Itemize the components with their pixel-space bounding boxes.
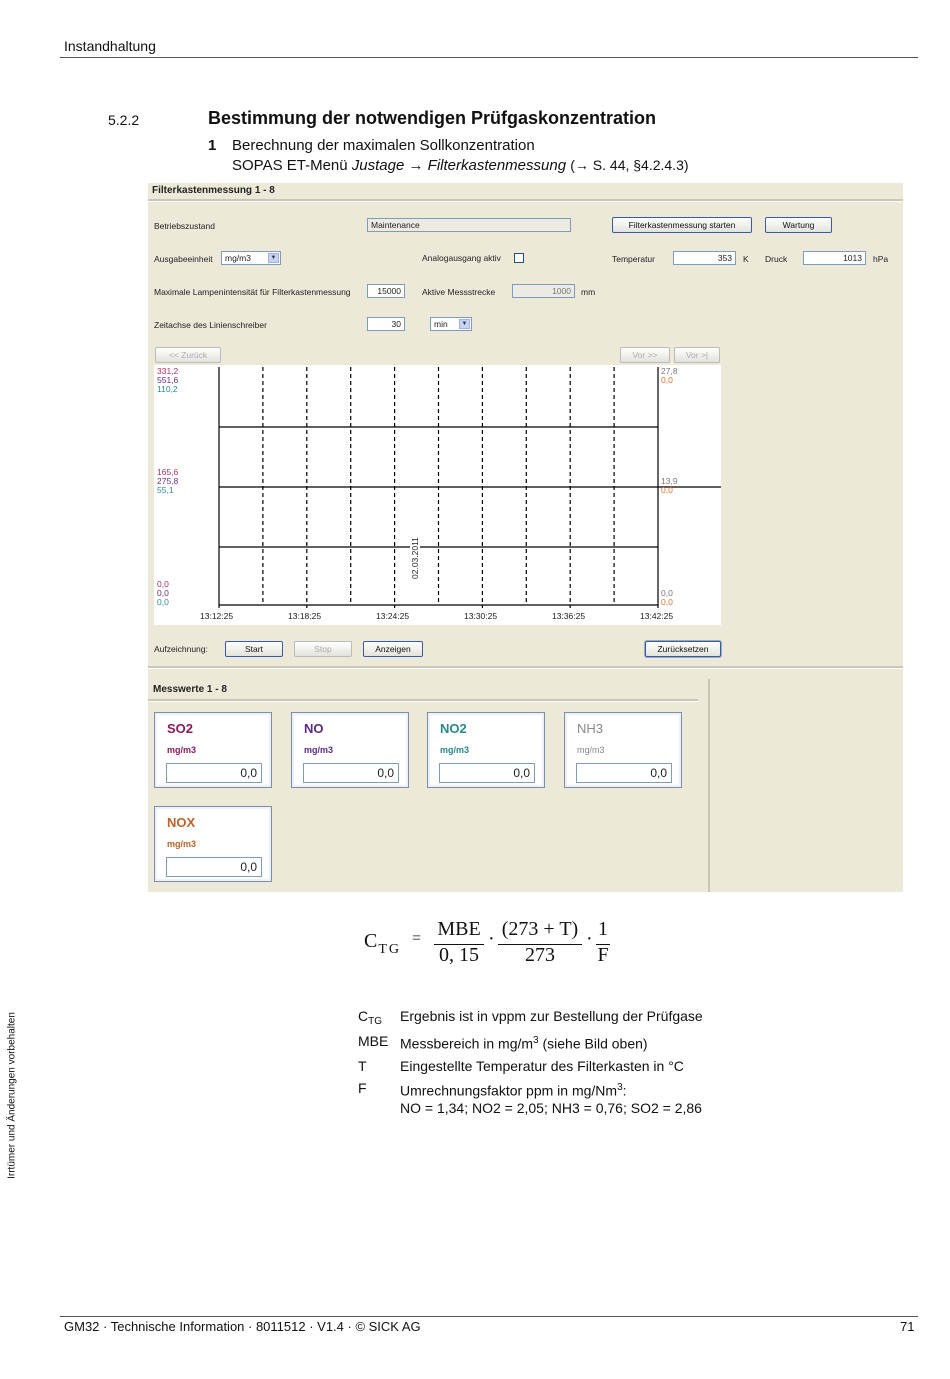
record-show-button[interactable]: Anzeigen [363, 641, 423, 657]
x-tick: 13:30:25 [464, 611, 498, 621]
right-mid-labels [661, 477, 678, 495]
line-chart [154, 365, 721, 625]
chart-grid [154, 365, 721, 625]
right-top-labels [661, 367, 678, 385]
screen-title: Filterkastenmessung 1 - 8 [152, 185, 275, 196]
gas-name: SO2 [167, 721, 194, 736]
legend-row [358, 1055, 703, 1077]
formula-f1-den: 0, 15 [439, 944, 479, 966]
messstrecke-label: Aktive Messstrecke [422, 287, 496, 297]
y-label: 0,0 [157, 597, 169, 607]
x-tick: 13:18:25 [288, 611, 322, 621]
temperatur-unit: K [743, 254, 749, 264]
druck-unit: hPa [873, 254, 889, 264]
formula-dot: · [586, 928, 593, 950]
sidebar-note: Irrtümer und Änderungen vorbehalten [6, 1012, 18, 1179]
legend-symbol: F [358, 1079, 367, 1096]
legend-text: Ergebnis ist in vppm zur Bestellung der Prüfgase [400, 1008, 703, 1024]
x-tick: 13:42:25 [640, 611, 674, 621]
formula-f1-num: MBE [437, 918, 481, 940]
analog-checkbox[interactable] [514, 253, 524, 263]
arrow-icon: → [408, 157, 424, 174]
gas-box-no2 [427, 712, 545, 788]
right-bot-labels [661, 589, 673, 607]
y-label: 13,9 [661, 476, 678, 486]
zeitachse-unit-select[interactable] [430, 317, 472, 331]
formula [364, 918, 624, 972]
legend-text: Messbereich in $mg/m^3$ (siehe Bild oben) [400, 1035, 648, 1052]
messstrecke-unit: mm [581, 287, 596, 297]
gas-name: NO2 [440, 721, 467, 736]
messstrecke-field: 1000 [512, 284, 575, 298]
gas-name: NH3 [577, 721, 604, 736]
druck-label: Druck [765, 254, 788, 264]
step-menu1: Justage [351, 157, 405, 174]
ausgabe-value: mg/m3 [225, 253, 251, 263]
x-tick: 13:24:25 [376, 611, 410, 621]
page-number: 71 [900, 1319, 915, 1334]
y-label: 0,0 [661, 597, 673, 607]
gas-value-field[interactable]: 0,0 [303, 763, 399, 783]
betriebszustand-field[interactable]: Maintenance [367, 218, 571, 232]
zeitachse-label: Zeitachse des Linienschreiber [154, 320, 267, 330]
gas-box-so2 [154, 712, 272, 788]
step-number: 1 [208, 137, 217, 154]
messwerte-title: Messwerte 1 - 8 [153, 684, 227, 695]
formula-f3-den: F [597, 944, 609, 966]
nav-back-button[interactable]: << Zurück [155, 347, 221, 363]
formula-c: C [364, 930, 378, 952]
gas-value-field[interactable]: 0,0 [576, 763, 672, 783]
gas-value-field[interactable]: 0,0 [439, 763, 535, 783]
gas-unit: mg/m3 [440, 745, 470, 755]
legend-symbol: MBE [358, 1033, 389, 1049]
y-label: 55,1 [157, 485, 174, 495]
gas-value-field[interactable]: 0,0 [166, 763, 262, 783]
wartung-button[interactable]: Wartung [765, 217, 832, 233]
record-reset-button[interactable]: Zurücksetzen [645, 641, 721, 657]
x-tick: 13:12:25 [200, 611, 234, 621]
nav-end-button[interactable]: Vor >| [674, 347, 720, 363]
footer-rule [60, 1316, 918, 1317]
y-label: 27,8 [661, 366, 678, 376]
step-line1: Berechnung der maximalen Sollkonzentration [232, 137, 535, 154]
formula-eq: = [412, 930, 422, 947]
legend-text: Umrechnungsfaktor ppm in mg/Nm$^3$: NO = 1,34; NO2 = 2,05; NH3 = 0,76; SO2 = 2,86 [400, 1081, 702, 1117]
gas-box-nh3 [564, 712, 682, 788]
left-bot-labels [157, 580, 169, 607]
header-section: Instandhaltung [64, 38, 156, 54]
formula-f2-den: 273 [525, 944, 555, 966]
y-label: 0,0 [661, 375, 673, 385]
y-label: 165,6 [157, 467, 179, 477]
y-label: 0,0 [157, 579, 169, 589]
legend-row [358, 1005, 703, 1030]
y-label: 0,0 [661, 485, 673, 495]
legend-text: Eingestellte Temperatur des Filterkasten in °C [400, 1057, 684, 1074]
y-label: 0,0 [157, 588, 169, 598]
gas-box-nox [154, 806, 272, 882]
y-label: 275,8 [157, 476, 179, 486]
formula-dot: · [488, 928, 495, 950]
gas-unit: mg/m3 [167, 839, 197, 849]
date-label: 02.03.2011 [410, 537, 420, 579]
legend-row [358, 1077, 703, 1118]
nav-forward-button[interactable]: Vor >> [620, 347, 670, 363]
druck-field[interactable]: 1013 [803, 251, 866, 265]
filterkastenmessung-start-button[interactable]: Filterkastenmessung starten [612, 217, 752, 233]
formula-f2-num: (273 + T) [501, 918, 579, 940]
step-line2 [232, 157, 689, 174]
legend-symbol: T [358, 1057, 367, 1074]
filterkasten-screen [148, 183, 903, 892]
y-label: 331,2 [157, 366, 179, 376]
temperatur-label: Temperatur [612, 254, 655, 264]
gas-name: NO [304, 721, 324, 736]
gas-unit: mg/m3 [577, 745, 605, 755]
temperatur-field[interactable]: 353 [673, 251, 736, 265]
x-tick: 13:36:25 [552, 611, 586, 621]
zeitachse-field[interactable]: 30 [367, 317, 405, 331]
y-label: 0,0 [661, 588, 673, 598]
legend-row [358, 1030, 703, 1055]
chevron-down-icon: ▼ [459, 319, 470, 329]
footer-text: GM32 · Technische Information · 8011512 · V1.4 · © SICK AG [64, 1319, 421, 1334]
left-top-labels [157, 367, 178, 394]
gas-name: NOX [167, 815, 196, 830]
zeitachse-unit-value: min [434, 319, 448, 329]
lampe-label: Maximale Lampenintensität für Filterkastenmessung [154, 287, 351, 297]
gas-unit: mg/m3 [304, 745, 334, 755]
formula-f3-num: 1 [598, 918, 608, 940]
section-title: Bestimmung der notwendigen Prüfgaskonzentration [208, 108, 657, 128]
left-mid-labels [157, 468, 178, 495]
formula-sub: TG [378, 942, 402, 957]
record-stop-button[interactable]: Stop [294, 641, 352, 657]
legend-symbol: $C_{TG}$ [358, 1008, 383, 1027]
section-number: 5.2.2 [108, 112, 140, 128]
formula-legend [358, 1005, 703, 1117]
analog-label: Analogausgang aktiv [422, 253, 501, 263]
record-label: Aufzeichnung: [154, 644, 208, 654]
gas-box-no [291, 712, 409, 788]
step-ref: (→ S. 44, §4.2.4.3) [570, 157, 689, 173]
lampe-field[interactable]: 15000 [367, 284, 405, 298]
y-label: 551,6 [157, 375, 179, 385]
y-label: 110,2 [157, 384, 178, 394]
betriebszustand-label: Betriebszustand [154, 221, 215, 231]
step-menu2: Filterkastenmessung [427, 157, 567, 174]
gas-value-field[interactable]: 0,0 [166, 857, 262, 877]
gas-unit: mg/m3 [167, 745, 197, 755]
step-menu-prefix: SOPAS ET-Menü [232, 157, 352, 174]
chevron-down-icon: ▼ [268, 253, 279, 263]
record-start-button[interactable]: Start [225, 641, 283, 657]
header-rule [60, 57, 918, 58]
ausgabe-select[interactable] [221, 251, 281, 265]
ausgabe-label: Ausgabeeinheit [154, 254, 213, 264]
formula-lhs [364, 930, 402, 957]
